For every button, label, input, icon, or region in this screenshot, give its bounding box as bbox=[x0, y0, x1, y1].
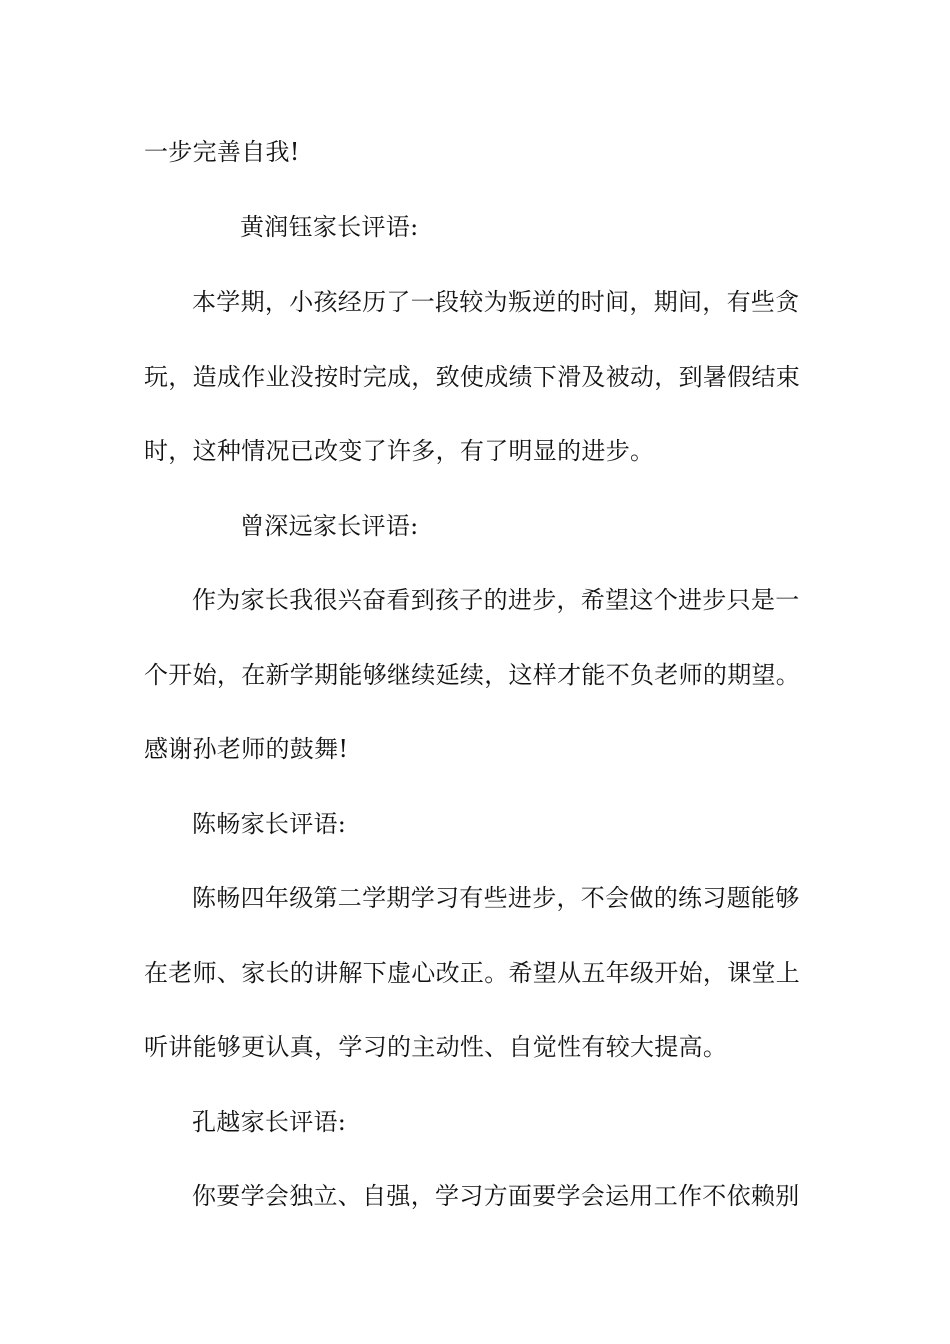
text-line-13: 听讲能够更认真，学习的主动性、自觉性有较大提高。 bbox=[144, 1033, 728, 1061]
text-line-3: 本学期，小孩经历了一段较为叛逆的时间，期间，有些贪 bbox=[192, 288, 800, 316]
text-line-9: 感谢孙老师的鼓舞! bbox=[144, 735, 349, 763]
heading-zeng-shenyuan: 曾深远家长评语: bbox=[240, 512, 419, 540]
text-line-1: 一步完善自我! bbox=[144, 138, 300, 166]
heading-kong-yue: 孔越家长评语: bbox=[192, 1108, 347, 1136]
text-line-12: 在老师、家长的讲解下虚心改正。希望从五年级开始，课堂上 bbox=[144, 959, 801, 987]
text-line-15: 你要学会独立、自强，学习方面要学会运用工作不依赖别 bbox=[192, 1182, 800, 1210]
text-line-4: 玩，造成作业没按时完成，致使成绩下滑及被动，到暑假结束 bbox=[144, 363, 801, 391]
text-line-8: 个开始，在新学期能够继续延续，这样才能不负老师的期望。 bbox=[144, 661, 801, 689]
text-line-11: 陈畅四年级第二学期学习有些进步，不会做的练习题能够 bbox=[192, 884, 800, 912]
text-line-5: 时，这种情况已改变了许多，有了明显的进步。 bbox=[144, 437, 655, 465]
text-line-7: 作为家长我很兴奋看到孩子的进步，希望这个进步只是一 bbox=[192, 586, 800, 614]
heading-huang-runyu: 黄润钰家长评语: bbox=[240, 213, 419, 241]
heading-chen-chang: 陈畅家长评语: bbox=[192, 810, 347, 838]
